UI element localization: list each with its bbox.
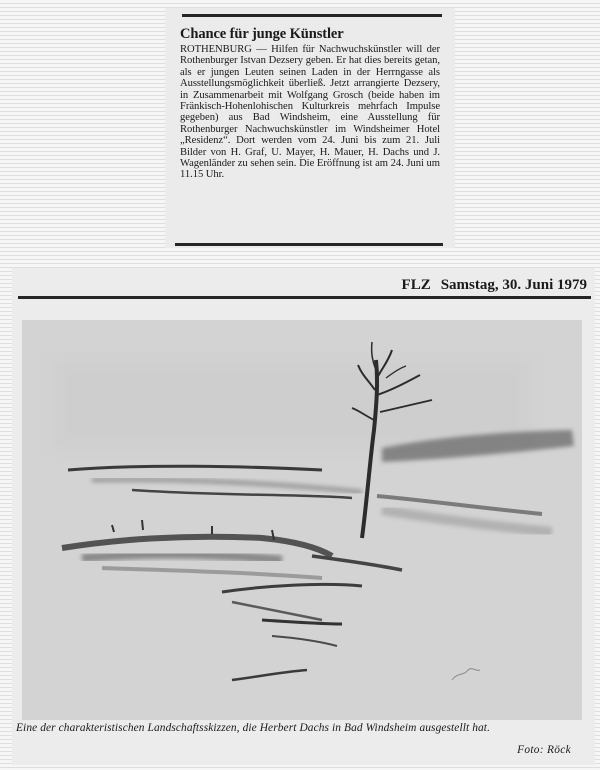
photo-credit: Foto: Röck [517, 744, 571, 756]
photo-clipping [12, 268, 595, 765]
newspaper-masthead [402, 277, 587, 294]
issue-date: Samstag, 30. Juni 1979 [440, 277, 587, 293]
landscape-sketch [22, 320, 582, 720]
masthead-rule [18, 296, 591, 299]
article-headline: Chance für junge Künstler [180, 26, 344, 42]
photo-caption: Eine der charakteristischen Landschaftsskizzen, die Herbert Dachs in Bad Windsheim ausgestellt hat. [16, 722, 491, 734]
bottom-rule [175, 243, 443, 246]
article-clipping [165, 8, 455, 248]
newspaper-name: FLZ [401, 277, 431, 293]
article-body: ROTHENBURG — Hilfen für Nachwuchskünstler will der Rothenburger Istvan Dezsery geben. Er hat dies bereits getan, als er jungen Leuten seinen Laden in der Herrngasse als Ausstellungsmöglichkeit überließ. Jetzt arrangierte Dezsery, in Zusammenarbeit mit Wolfgang Grosch (beide haben im Fränkisch-Hohenlohischen Kulturkreis mehrfach Impulse gegeben) aus Bad Windsheim, eine Ausstellung für Rothenburger Nachwuchskünstler im Windsheimer Hotel „Residenz“. Dort werden vom 24. Juni bis zum 21. Juli Bilder von H. Graf, U. Mayer, H. Mauer, H. Dachs und J. Wagenländer zu sehen sein. Die Eröffnung ist am 24. Juni um 11.15 Uhr. [180, 44, 440, 181]
top-rule [182, 14, 442, 17]
sketch-drawing [22, 320, 582, 720]
